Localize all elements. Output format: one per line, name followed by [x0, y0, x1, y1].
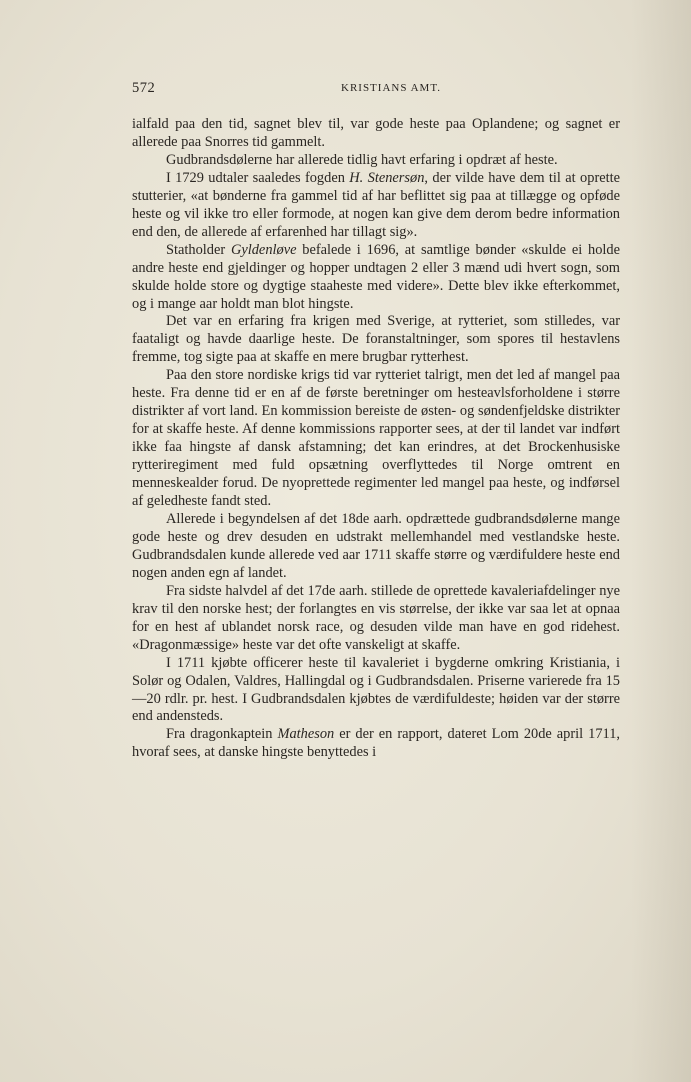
paragraph-p3: [132, 242, 620, 314]
page-header: [132, 80, 620, 100]
text-run: Fra dragonkaptein: [166, 726, 278, 743]
text-run: Allerede i begyndelsen af det 18de aarh. opdrættede gudbrandsdølerne mange gode heste og drev desuden en udstrakt mellemhandel med vestlandske heste. Gudbrandsdalen kunde allerede ved aar 1711 skaffe større og værdifuldere heste end nogen anden egn af landet.: [132, 510, 620, 581]
italic-name: Matheson: [277, 726, 335, 743]
paragraph-p9: [132, 726, 620, 762]
paragraph-p7: [132, 583, 620, 655]
text-run: Statholder: [166, 241, 231, 258]
paragraph-p1: [132, 152, 620, 170]
text-run: I 1711 kjøbte officerer heste til kavaleriet i bygderne omkring Kristiania, i Solør og Odalen, Valdres, Hallingdal og i Gudbrandsdalen. Priserne varierede fra 15—20 rdlr. pr. hest. I Gudbrandsdalen kjøbtes de værdifuldeste; høiden var der større end andensteds.: [132, 654, 620, 725]
text-run: , der vilde have dem til at oprette stutterier, «at bønderne fra gammel tid af har beflittet sig paa at tillægge og opføde heste og vil ikke tro eller formode, at nogen kan give dem derom bedre information end den, de allerede af erfarenhed har tillagt sig».: [132, 169, 621, 240]
text-run: Fra sidste halvdel af det 17de aarh. stillede de oprettede kavaleriafdelinger nye krav til den norske hest; der forlangtes en vis størrelse, der ikke var saa let at opnaa for en hest af ublandet norsk race, og desuden vilde man have en god ridehest. «Dragonmæssige» heste var det ofte vanskeligt at skaffe.: [132, 582, 620, 653]
text-run: Paa den store nordiske krigs tid var rytteriet talrigt, men det led af mangel paa heste. Fra denne tid er en af de første beretninger om hesteavlsforholdene i større distrikter af vort land. En kommission bereiste de østen- og søndenfjeldske distrikter for at skaffe heste. Af denne kommissions rapporter sees, at der til landet var indført ikke faa hingste af dansk afstamning; det kan erindres, at det Brockenhusiske rytteriregiment med fuld opsætning overflyttedes til Norge omtrent en menneskealder forud. De nyoprettede regimenter led mangel paa heste, og indførsel af geledheste fandt sted.: [132, 367, 620, 510]
body-text: [132, 116, 620, 762]
paragraph-p5: [132, 367, 620, 511]
paragraph-p2: [132, 170, 620, 242]
paragraph-p4: [132, 313, 620, 367]
paragraph-p8: [132, 655, 620, 727]
text-run: I 1729 udtaler saaledes fogden: [166, 169, 350, 186]
running-head: KRISTIANS AMT.: [341, 82, 441, 94]
text-run: Gudbrandsdølerne har allerede tidlig havt erfaring i opdræt af heste.: [166, 151, 558, 168]
text-run: Det var en erfaring fra krigen med Sverige, at rytteriet, som stilledes, var faataligt og havde daarlige heste. De foranstaltninger, som spores til hestavlens fremme, tog sigte paa at skaffe en mere brugbar rytterhest.: [132, 313, 620, 366]
italic-name: H. Stenersøn: [349, 169, 425, 186]
text-run: befalede i 1696, at samtlige bønder «skulde ei holde andre heste end gjeldinger og hopper undtagen 2 eller 3 mænd udi hvert sogn, som skulde holde store og dygtige staaheste med videre». Dette blev ikke efterkommet, og i mange aar holdt man blot hingste.: [132, 241, 620, 312]
italic-name: Gyldenløve: [230, 241, 297, 258]
text-run: er der en rapport, dateret Lom 20de april 1711, hvoraf sees, at danske hingste benyttedes i: [132, 726, 621, 761]
paragraph-p6: [132, 511, 620, 583]
text-run: ialfald paa den tid, sagnet blev til, var gode heste paa Oplandene; og sagnet er allerede paa Snorres tid gammelt.: [132, 116, 620, 150]
page-number: 572: [132, 80, 156, 96]
paragraph-p0: [132, 116, 620, 152]
